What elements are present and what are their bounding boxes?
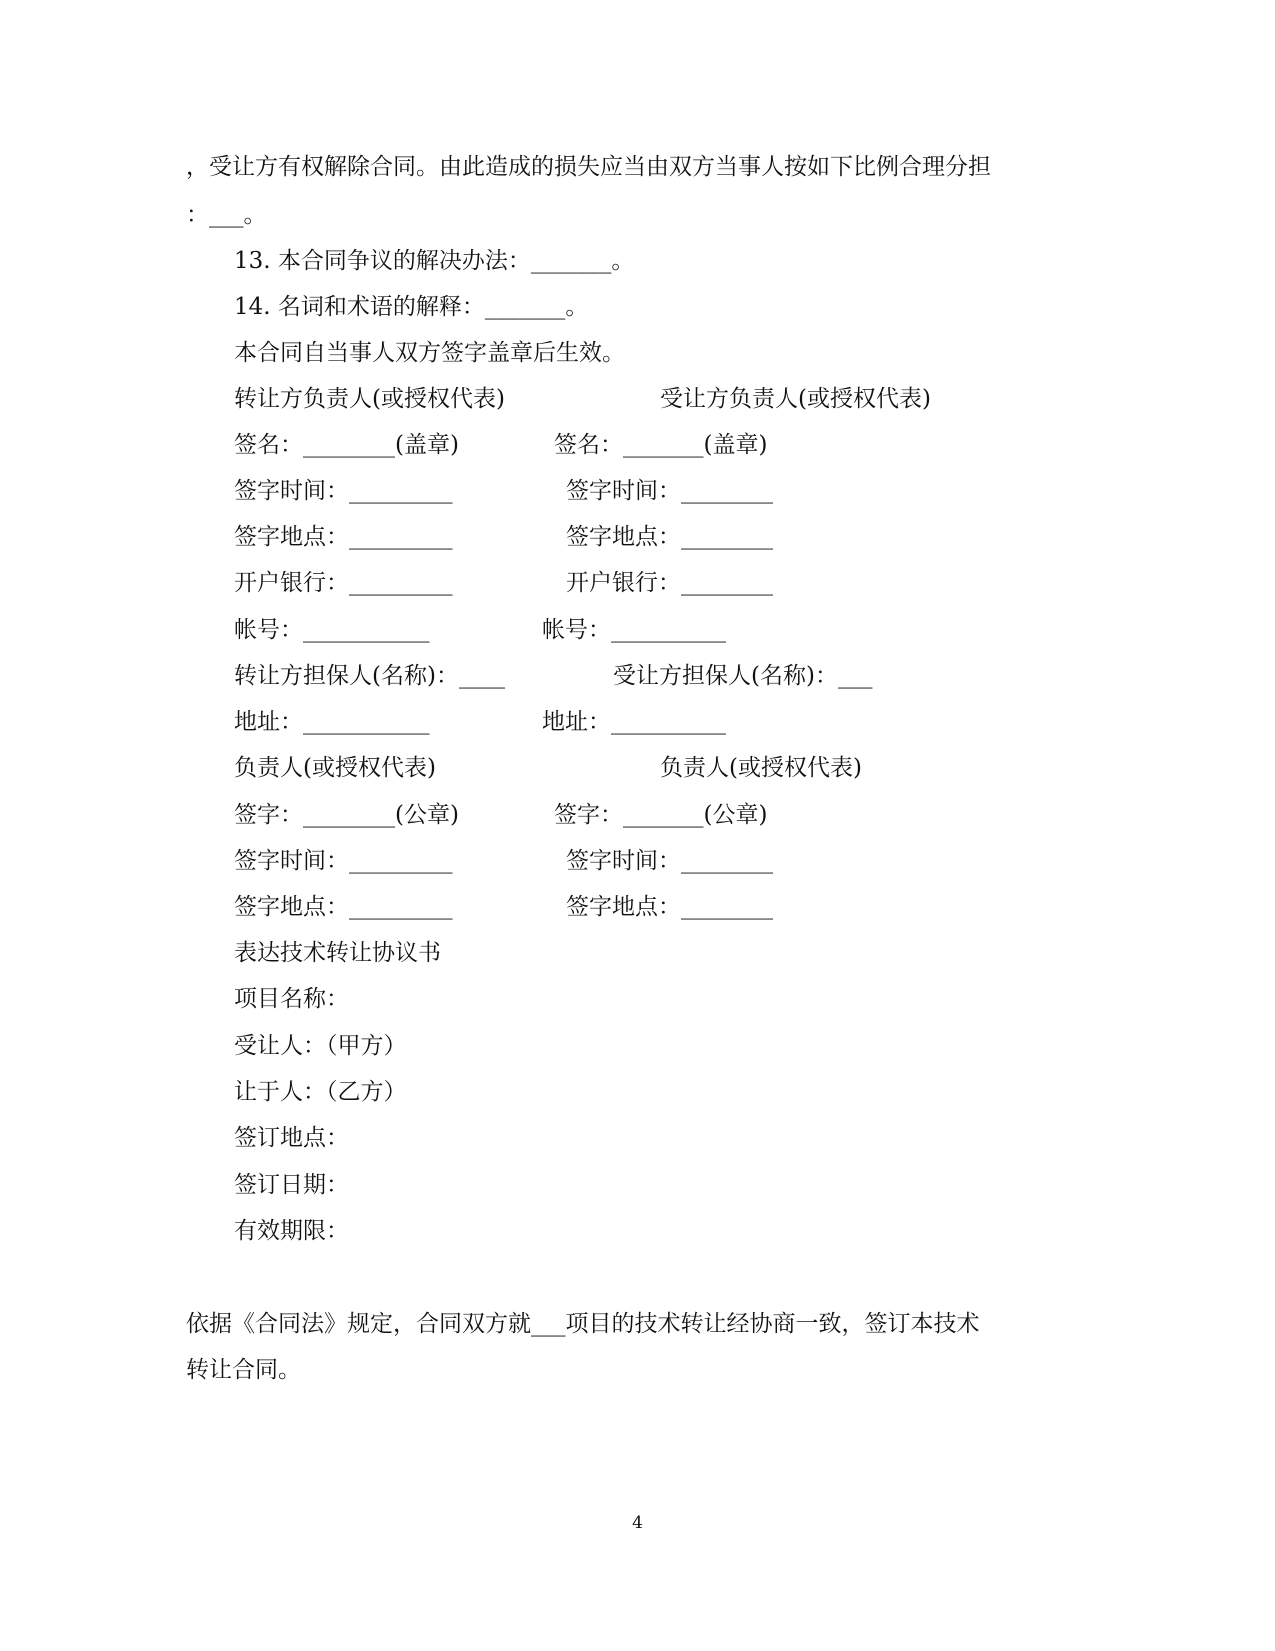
transferor-guarantor-signature: 签字：________(公章) — [234, 802, 459, 828]
transferee-guarantor: 受让方担保人(名称)：___ — [613, 663, 873, 689]
transferee-sign-place: 签字地点：________ — [566, 524, 773, 550]
transferor-bank: 开户银行：_________ — [234, 570, 453, 596]
transferor-sign-time: 签字时间：_________ — [234, 478, 453, 504]
field-project-name: 项目名称： — [234, 986, 349, 1012]
transferee-sign-time: 签字时间：________ — [566, 478, 773, 504]
paragraph-line: ：___。 — [186, 202, 267, 228]
paragraph-line: ，受让方有权解除合同。由此造成的损失应当由双方当事人按如下比例合理分担 — [186, 154, 991, 180]
transferor-guarantor: 转让方担保人(名称)：____ — [234, 663, 505, 689]
transferee-guarantor-sign-place: 签字地点：________ — [566, 894, 773, 920]
transferee-signature: 签名：_______(盖章) — [554, 432, 768, 458]
clause-14: 14. 名词和术语的解释：_______。 — [234, 294, 589, 320]
transferee-representative: 受让方负责人(或授权代表) — [660, 386, 931, 412]
transferor-sign-place: 签字地点：_________ — [234, 524, 453, 550]
clause-13: 13. 本合同争议的解决办法：_______。 — [234, 248, 635, 274]
transferor-guarantor-sign-time: 签字时间：_________ — [234, 848, 453, 874]
field-sign-date: 签订日期： — [234, 1172, 349, 1198]
intro-paragraph-line: 依据《合同法》规定，合同双方就___项目的技术转让经协商一致，签订本技术 — [186, 1311, 980, 1337]
intro-paragraph-line: 转让合同。 — [186, 1357, 301, 1383]
agreement-title: 表达技术转让协议书 — [234, 940, 441, 966]
transferee-bank: 开户银行：________ — [566, 570, 773, 596]
transferor-representative: 转让方负责人(或授权代表) — [234, 386, 505, 412]
field-transferee: 受让人：（甲方） — [234, 1033, 407, 1059]
transferee-account: 帐号：__________ — [542, 617, 726, 643]
transferor-guarantor-sign-place: 签字地点：_________ — [234, 894, 453, 920]
field-sign-place: 签订地点： — [234, 1125, 349, 1151]
transferor-guarantor-address: 地址：___________ — [234, 709, 430, 735]
transferee-guarantor-rep: 负责人(或授权代表) — [660, 755, 862, 781]
transferee-guarantor-sign-time: 签字时间：________ — [566, 848, 773, 874]
field-validity: 有效期限： — [234, 1218, 349, 1244]
transferor-guarantor-rep: 负责人(或授权代表) — [234, 755, 436, 781]
field-transferor: 让于人：（乙方） — [234, 1079, 407, 1105]
effect-clause: 本合同自当事人双方签字盖章后生效。 — [234, 340, 625, 366]
transferee-guarantor-address: 地址：__________ — [542, 709, 726, 735]
transferee-guarantor-signature: 签字：_______(公章) — [554, 802, 768, 828]
transferor-signature: 签名：________(盖章) — [234, 432, 459, 458]
page-number: 4 — [632, 1513, 643, 1533]
transferor-account: 帐号：___________ — [234, 617, 430, 643]
